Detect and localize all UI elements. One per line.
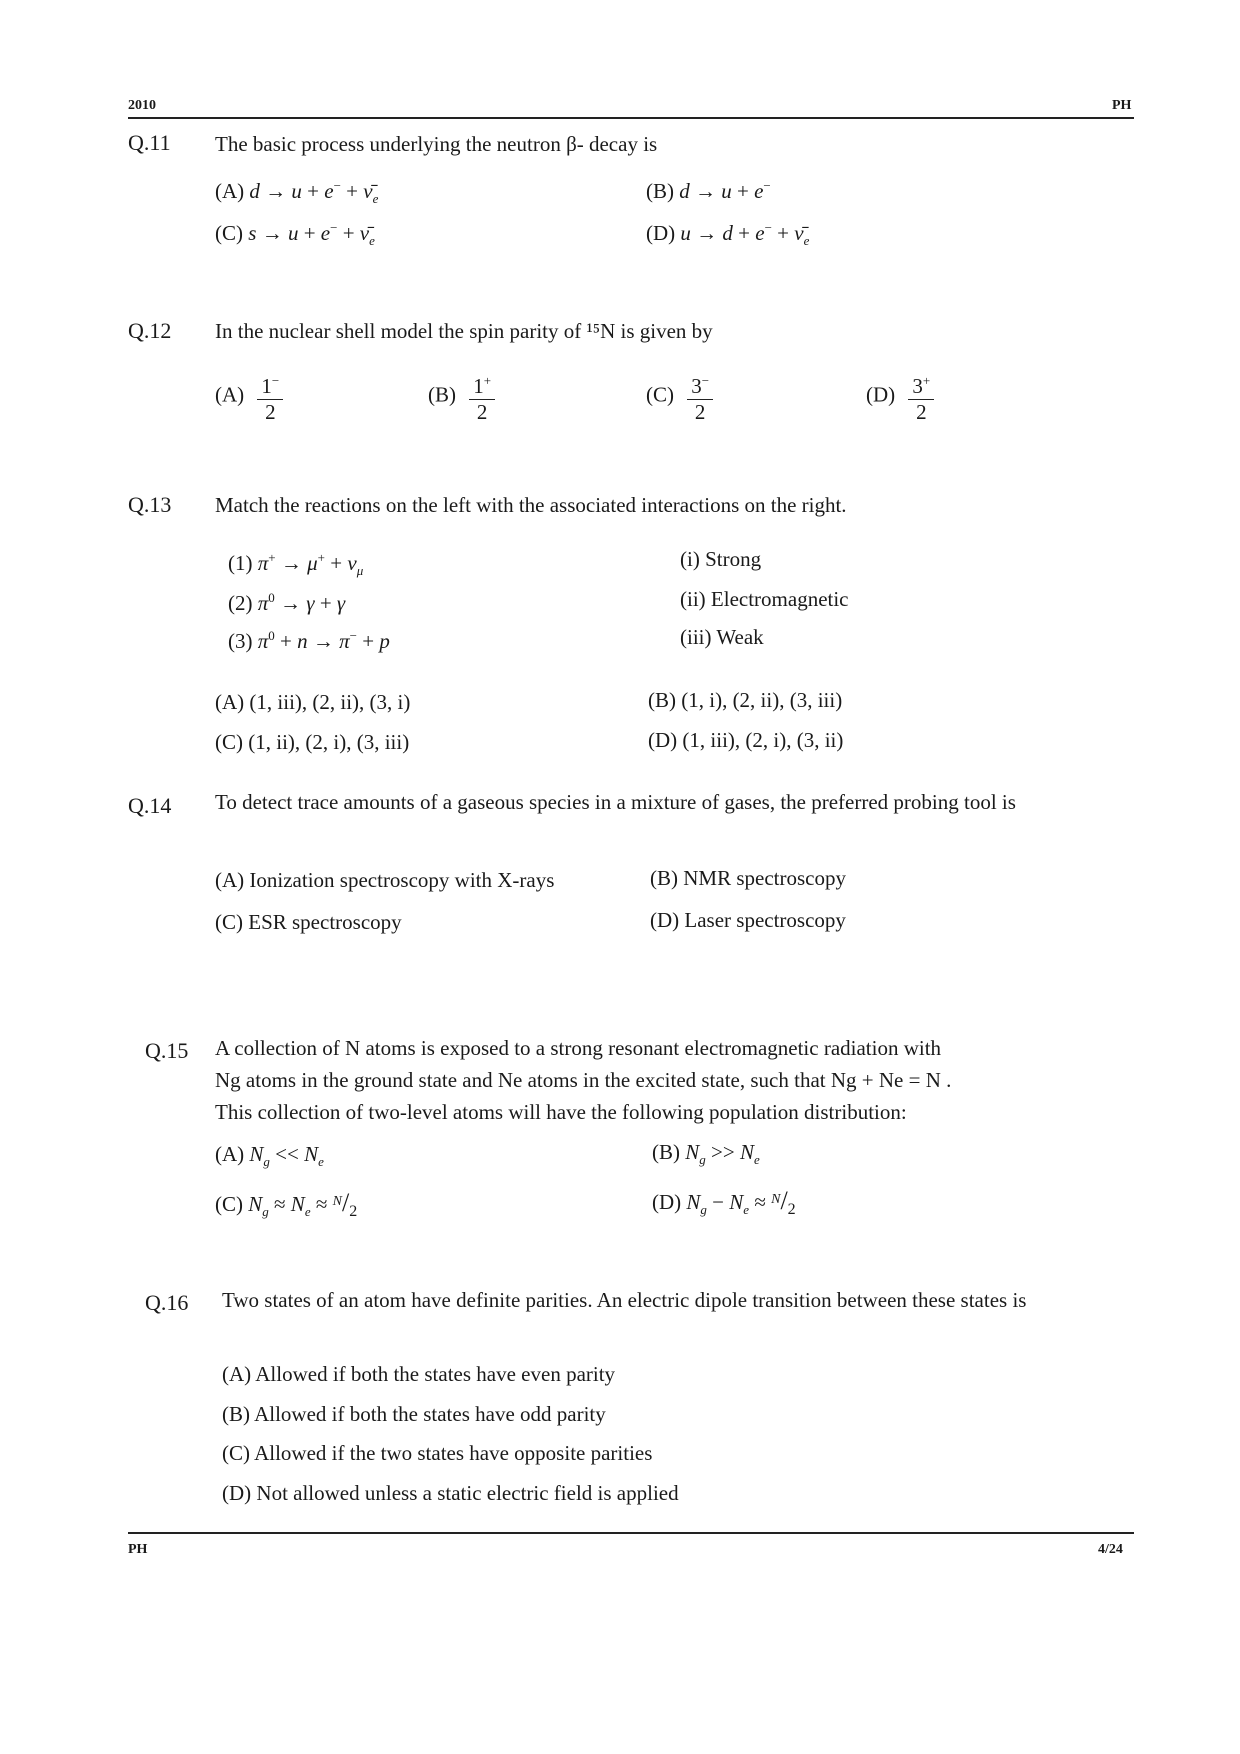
q11-option-d[interactable]: (D) $u \to d + e^- + \nū_e$ bbox=[646, 220, 810, 249]
q15-line-1: A collection of N atoms is exposed to a strong resonant electromagnetic radiation with bbox=[215, 1036, 942, 1060]
q15-option-c[interactable]: (C) $N_g \approx N_e \approx ^N/_2$ bbox=[215, 1188, 358, 1221]
header-year: 2010 bbox=[128, 98, 156, 113]
q13-reaction-2-label: (2) bbox=[228, 591, 253, 615]
q12-option-d-label: (D) bbox=[866, 382, 896, 407]
q16-text: Two states of an atom have definite parities. An electric dipole transition between these states is bbox=[222, 1288, 1027, 1312]
q15-option-a[interactable]: (A) $N_g << N_e$ bbox=[215, 1142, 324, 1170]
q14-option-c[interactable]: (C) ESR spectroscopy bbox=[215, 910, 402, 934]
q11-option-c-label: (C) bbox=[215, 221, 243, 245]
q12-option-c[interactable]: (C) $\frac{3^-}{2}$ bbox=[646, 368, 713, 425]
q13-interaction-1: (i) Strong bbox=[680, 547, 762, 571]
q13-interaction-2: (ii) Electromagnetic bbox=[680, 587, 849, 611]
q13-option-d[interactable]: (D) (1, iii), (2, i), (3, ii) bbox=[648, 728, 844, 752]
q11-option-b-label: (B) bbox=[646, 179, 674, 203]
q15-option-a-label: (A) bbox=[215, 1142, 245, 1166]
q13-option-a[interactable]: (A) (1, iii), (2, ii), (3, i) bbox=[215, 690, 411, 714]
q13-reaction-1: (1) $\pi^+ \to \mu^+ + \nu_\mu$ bbox=[228, 550, 364, 579]
q12-c-den: 2 bbox=[694, 400, 706, 424]
q12-c-num: 3 bbox=[691, 374, 702, 398]
q12-number: Q.12 bbox=[128, 318, 172, 343]
q11-option-d-label: (D) bbox=[646, 221, 676, 245]
q13-reaction-1-label: (1) bbox=[228, 551, 253, 575]
q11-option-c[interactable]: (C) $s \to u + e^- + \nū_e$ bbox=[215, 220, 375, 249]
q12-text: In the nuclear shell model the spin parity of ¹⁵N is given by bbox=[215, 319, 713, 343]
q16-option-d[interactable]: (D) Not allowed unless a static electric field is applied bbox=[222, 1481, 679, 1505]
q15-option-b-label: (B) bbox=[652, 1140, 680, 1164]
q12-option-d[interactable]: (D) $\frac{3^+}{2}$ bbox=[866, 368, 934, 425]
q15-option-d[interactable]: (D) $N_g - N_e \approx ^N/_2$ bbox=[652, 1186, 796, 1219]
q13-interaction-3: (iii) Weak bbox=[680, 625, 764, 649]
q12-a-den: 2 bbox=[265, 400, 276, 424]
q12-option-b[interactable]: (B) $\frac{1^+}{2}$ bbox=[428, 368, 495, 425]
q15-line-3: This collection of two-level atoms will have the following population distribution: bbox=[215, 1100, 907, 1124]
q14-option-d[interactable]: (D) Laser spectroscopy bbox=[650, 908, 846, 932]
q16-option-b[interactable]: (B) Allowed if both the states have odd parity bbox=[222, 1402, 606, 1426]
q11-number: Q.11 bbox=[128, 130, 171, 155]
q12-d-den: 2 bbox=[916, 400, 927, 424]
q15-option-b[interactable]: (B) $N_g >> N_e$ bbox=[652, 1140, 760, 1168]
q13-reaction-3-label: (3) bbox=[228, 629, 253, 653]
q11-option-b[interactable]: (B) d → u + e− bbox=[646, 178, 771, 203]
q14-text: To detect trace amounts of a gaseous species in a mixture of gases, the preferred probing tool is bbox=[215, 790, 1016, 814]
q15-option-c-label: (C) bbox=[215, 1192, 243, 1216]
q12-b-num: 1 bbox=[473, 374, 484, 398]
q12-option-a-label: (A) bbox=[215, 382, 245, 407]
q11-option-a[interactable]: (A) $d \to u + e^- + \nū_e$ bbox=[215, 178, 379, 207]
footer-rule bbox=[128, 1532, 1134, 1534]
q15-text bbox=[215, 1032, 1125, 1128]
q13-option-b[interactable]: (B) (1, i), (2, ii), (3, iii) bbox=[648, 688, 843, 712]
header-code: PH bbox=[1112, 98, 1132, 113]
q14-option-b[interactable]: (B) NMR spectroscopy bbox=[650, 866, 846, 890]
q12-option-c-label: (C) bbox=[646, 382, 674, 407]
q14-number: Q.14 bbox=[128, 793, 172, 818]
q13-reaction-3: (3) $\pi^0 + n \to \pi^- + p$ bbox=[228, 628, 390, 653]
q11-option-a-label: (A) bbox=[215, 179, 245, 203]
q12-option-a[interactable]: (A) $\frac{1^-}{2}$ bbox=[215, 368, 283, 425]
q13-option-c[interactable]: (C) (1, ii), (2, i), (3, iii) bbox=[215, 730, 410, 754]
q15-line-2: Ng atoms in the ground state and Ne atoms in the excited state, such that Ng + Ne = N . bbox=[215, 1068, 952, 1092]
q13-reaction-2: (2) $\pi^0 \to \gamma + \gamma$ bbox=[228, 590, 346, 615]
q13-number: Q.13 bbox=[128, 492, 172, 517]
footer-page-number: 4/24 bbox=[1098, 1542, 1123, 1557]
footer-code: PH bbox=[128, 1542, 148, 1557]
q12-a-num: 1 bbox=[261, 374, 272, 398]
q15-option-d-label: (D) bbox=[652, 1190, 682, 1214]
q14-option-a[interactable]: (A) Ionization spectroscopy with X-rays bbox=[215, 868, 555, 892]
q12-b-den: 2 bbox=[476, 400, 488, 424]
q16-number: Q.16 bbox=[145, 1290, 189, 1315]
q13-text: Match the reactions on the left with the associated interactions on the right. bbox=[215, 493, 847, 517]
q16-option-c[interactable]: (C) Allowed if the two states have opposite parities bbox=[222, 1441, 653, 1465]
header-rule bbox=[128, 117, 1134, 119]
q12-d-num: 3 bbox=[912, 374, 923, 398]
q16-option-a[interactable]: (A) Allowed if both the states have even parity bbox=[222, 1362, 616, 1386]
q12-option-b-label: (B) bbox=[428, 382, 456, 407]
q15-number: Q.15 bbox=[145, 1038, 189, 1063]
q11-text: The basic process underlying the neutron β- decay is bbox=[215, 132, 658, 156]
